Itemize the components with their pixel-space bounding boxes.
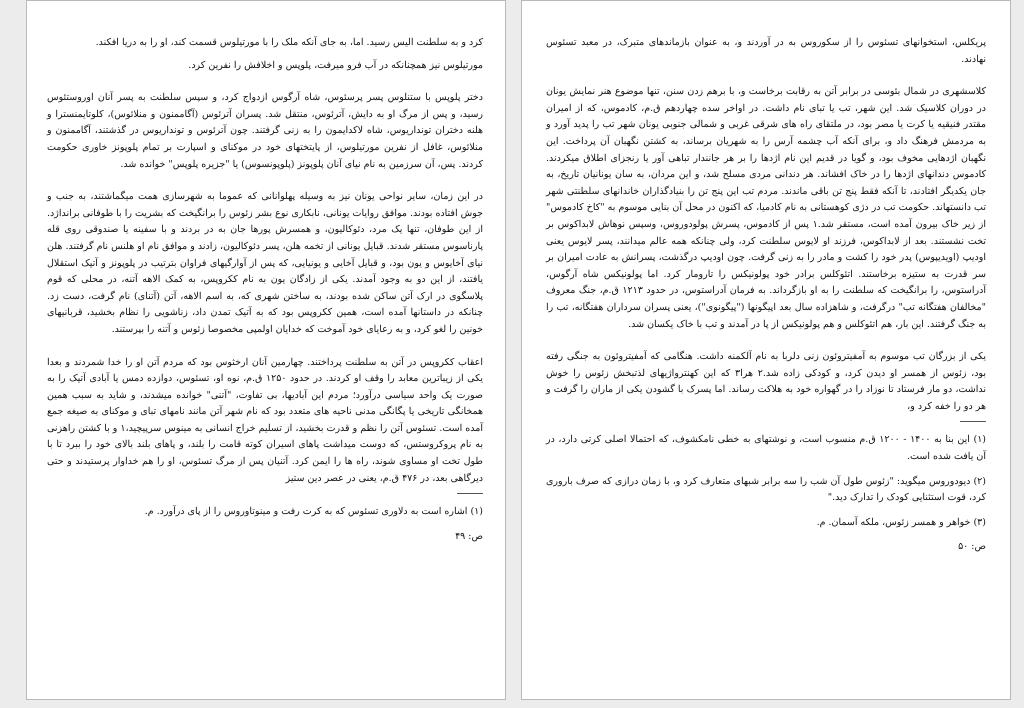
left-page [26,0,506,700]
right-footnote-2: (۲) دیودوروس میگوید: "زئوس طول آن شب را سه برابر شبهای متعارف کرد و، با زمان درازی که صرف باروری کرد، قوت استثنایی کودک را تدارک دید." [546,475,986,504]
right-page-number: ص: ۵۰ [958,541,986,553]
left-paragraph-5: اعقاب ککروپس در آتن به سلطنت پرداختند. چهارمین آنان ارخثوس بود که مردم آتن او را خدا شمردند و بعدا یکی از زیباترین معابد را وقف او کردند. در حدود ۱۲۵۰ ق.م، نوه او، تسئوس، دوازده دمس یا آبادی آتیک را به صورت یک واحد سیاسی درآورد؛ مردم این آبادیها، بی تفاوت، "آتنی" خوانده میشدند، و شاید به سبب همین همخانگی تاریخی یا پگانگی مدنی ناحیه های متعدد بود که نام شهر آتن مانند نامهای تبای و موکنای به صیغه جمع آمده است. تسئوس آتن را نظم و قدرت بخشید، از تسلیم خراج انسانی به مینوس سرپیچید،۱ و با کشتن راهزنی به نام پروکروستس، که دوست میداشت پاهای اسیران کوته قامت را بلند، و پاهای بلند بالای خود را ببرد تا با طول تخت او مساوی شوند، راه ها را ایمن کرد. آتنیان پس از مرگ تسئوس، او را هم خداوار پرستیدند و حتی دیرگاهی بعد، در ۴۷۶ ق.م، یعنی در عصر دین ستیز [47,356,484,484]
right-page [521,0,1011,700]
right-paragraph-2: کلاسشهری در شمال بئوسی در برابر آتن به رقابت برخاست و، با برهم زدن سنن، تنها موضوع هنر نمایش یونان در دوران کلاسیک شد. این شهر، تب یا تبای نام داشت. در اواخر سده چهاردهم ق.م، کادموس، که از امیران مقتدر فنیقیه یا کرت یا مصر بود، در ملتقای راه های شرقی غربی و شمالی جنوبی یونان شهر تب را پدید آورد و به مردمش فرهنگ داد و، برای آنکه آب چشمه آرس را به شهریان برساند، به کشتن نگهبان آن پرداخت. این نگهبان اژدهایی مخوف بود، و گویا در قدیم این نام اژدها را بر هر جانندار تباهی آور یا رنجزای اطلاق میکردند. کادموس دندانهای اژدها را در خاک افشاند. هر دندانی مردی مسلح شد، و این مردان، به سان یونانیان تاریخ، به جان یکدیگر افتادند، تا آنکه فقط پنج تن باقی ماندند. مردم تب این پنج تن را بنیادگذاران خاندانهای سلطنتی شهر تب دانستهاند. حکومت تب در دژی کوهستانی به نام کادمیا، که اکنون در محل آن بنایی موسوم به "کاخ کادموس" از زیر خاک بیرون آمده است، مستقر شد.۱ پس از کادموس، پسرش پولودوروس، وسپس نوهاش لابداکوس بر تخت نشستند. بعد از لابداکوس، فرزند او لایوس سلطنت کرد، ولی چنانکه همه عالم میدانند، پسر لایوس یعنی اودیپ (اویدیپوس) پدر خود را کشت و مادر را به زنی گرفت. چون اودیپ درگذشت، پسرانش به عادت امیران بر سر قدرت به ستیزه برخاستند. اتئوکلس برادر خود پولونیکس را تارومار کرد. اما پولونیکس شاه آرگوس، آدراستوس، را برانگیخت که سلطنت را به او بازگرداند. به فرمان آدراستوس، در حدود ۱۲۱۳ ق.م، جنگ معروف "مخالفان هفتگانه تب" درگرفت، و شاهزاده سال بعد اپیگونها ("پیگونوی")، یعنی پسران سرداران هفتگانه، تب را به جنگ گرفتند. این بار، هم اتئوکلس و هم پولونیکس از پا در آمدند و تب با خاک یکسان شد. [546,86,987,330]
left-paragraph-3: دختر پلوپس با ستنلوس پسر پرسئوس، شاه آرگوس ازدواج کرد، و سپس سلطنت به پسر آنان اوروستئوس رسید، و پس از مرگ او به دایش، آترئوس، منتقل شد. پسران آترئوس (آگاممنون و منلائوس)، کلوتایمنسترا و هلنه دختران تونداریوس، شاه لاکدایمون را به زنی گرفتند. چون آترئوس و تونداریوس در گذشتند، آگاممنون و منلائوس، غافل از نفرین مورتیلوس، از پایتختهای خود در موکنای و اسپارت بر تمام پلوپونز خاوری حکومت کردند. پس، آن سرزمین به نام نیای آنان پلوپونز (پلوپونسوس) یا "جزیره پلوپس" خوانده شد. [47,92,483,170]
right-footnote-3: (۳) خواهر و همسر زئوس، ملکه آسمان. م. [816,516,986,528]
right-paragraph-1: پریکلس، استخوانهای تسئوس را از سکوروس به در آوردند و، به عنوان بازماندهای متبرک، در معبد تسئوس نهادند. [546,37,986,65]
footnote-separator [960,421,986,422]
left-page-number: ص: ۴۹ [455,530,483,542]
footnote-separator [457,493,483,494]
left-paragraph-1: کرد و به سلطنت الیس رسید. اما، به جای آنکه ملک را با مورتیلوس قسمت کند، او را به دریا افکند. [95,37,483,48]
right-paragraph-3: یکی از بزرگان تب موسوم به آمفیتروئون زنی دلربا به نام آلکمنه داشت. هنگامی که آمفیتروئون به جنگی رفته بود، زئوس از همسر او دیدن کرد، و کودکی زاده شد.۲ هرا۳ که این کهنترواژیهای لذتبخش زئوس را خوش نداشت، دو مار فرستاد تا نوزاد را در گهواره خود به هلاکت رساند. اما پسرک با گشودن یکی از ماران را گرفت و هر دو را خفه کرد و، [546,351,986,412]
left-paragraph-2: مورتیلوس نیز همچنانکه در آب فرو میرفت، پلوپس و اخلافش را نفرین کرد. [188,59,483,71]
left-footnote-1: (۱) اشاره است به دلاوری تسئوس که به کرت رفت و مینوتاوروس را از پای درآورد. م. [144,506,483,518]
right-footnote-1: (۱) این بنا به ۱۴۰۰ - ۱۲۰۰ ق.م منسوب است، و نوشتهای به خطی نامکشوف، که احتمالا اصلی کرتی دارد، در آن یافت شده است. [546,434,987,463]
left-paragraph-4: در این زمان، سایر نواحی یونان نیز به وسیله پهلوانانی که عموما به شهرسازی همت میگماشتند، به جنب و جوش افتاده بودند. موافق روایات یونانی، نابکاری نوع بشر زئوس را برانگیخت که بشریت را با طوفانی برانداژد. از این طوفان، تنها یک مرد، دئوکالیون، و همسرش پورها جان به در بردند و با سفینه یا صندوقی روی قله پارناسوس مستقر شدند. قبایل یونانی از تخمه هلن، پسر دئوکالیون، زادند و موافق نام او هلنس نام گرفتند. هلن نیای آخایوس و یون بود، و قبایل آخایی و یونیایی، که پس از آوارگیهای فراوان بترتیب در پلوپونز و آتیک استقلال یافتند، از این دو به وجود آمدند. یکی از زادگان یون به نام ککروپس، به کمک الاهه آتنه، در محلی که قوم پلاسگوی در ارک آتن ساکن شده بودند، به ساختن شهری که، به اسم الاهه، آتن (آتنای) نام گرفت، دست زد. چنانکه در داستانها آمده است، همین ککروپس بود که به آتیک تمدن داد، زناشویی را نظام بخشید، قربانیهای خونین را لغو کرد، و به رعایای خود آموخت که خدایان اولمپی مخصوصا زئوس و آتنه را بپرستند. [47,191,483,335]
